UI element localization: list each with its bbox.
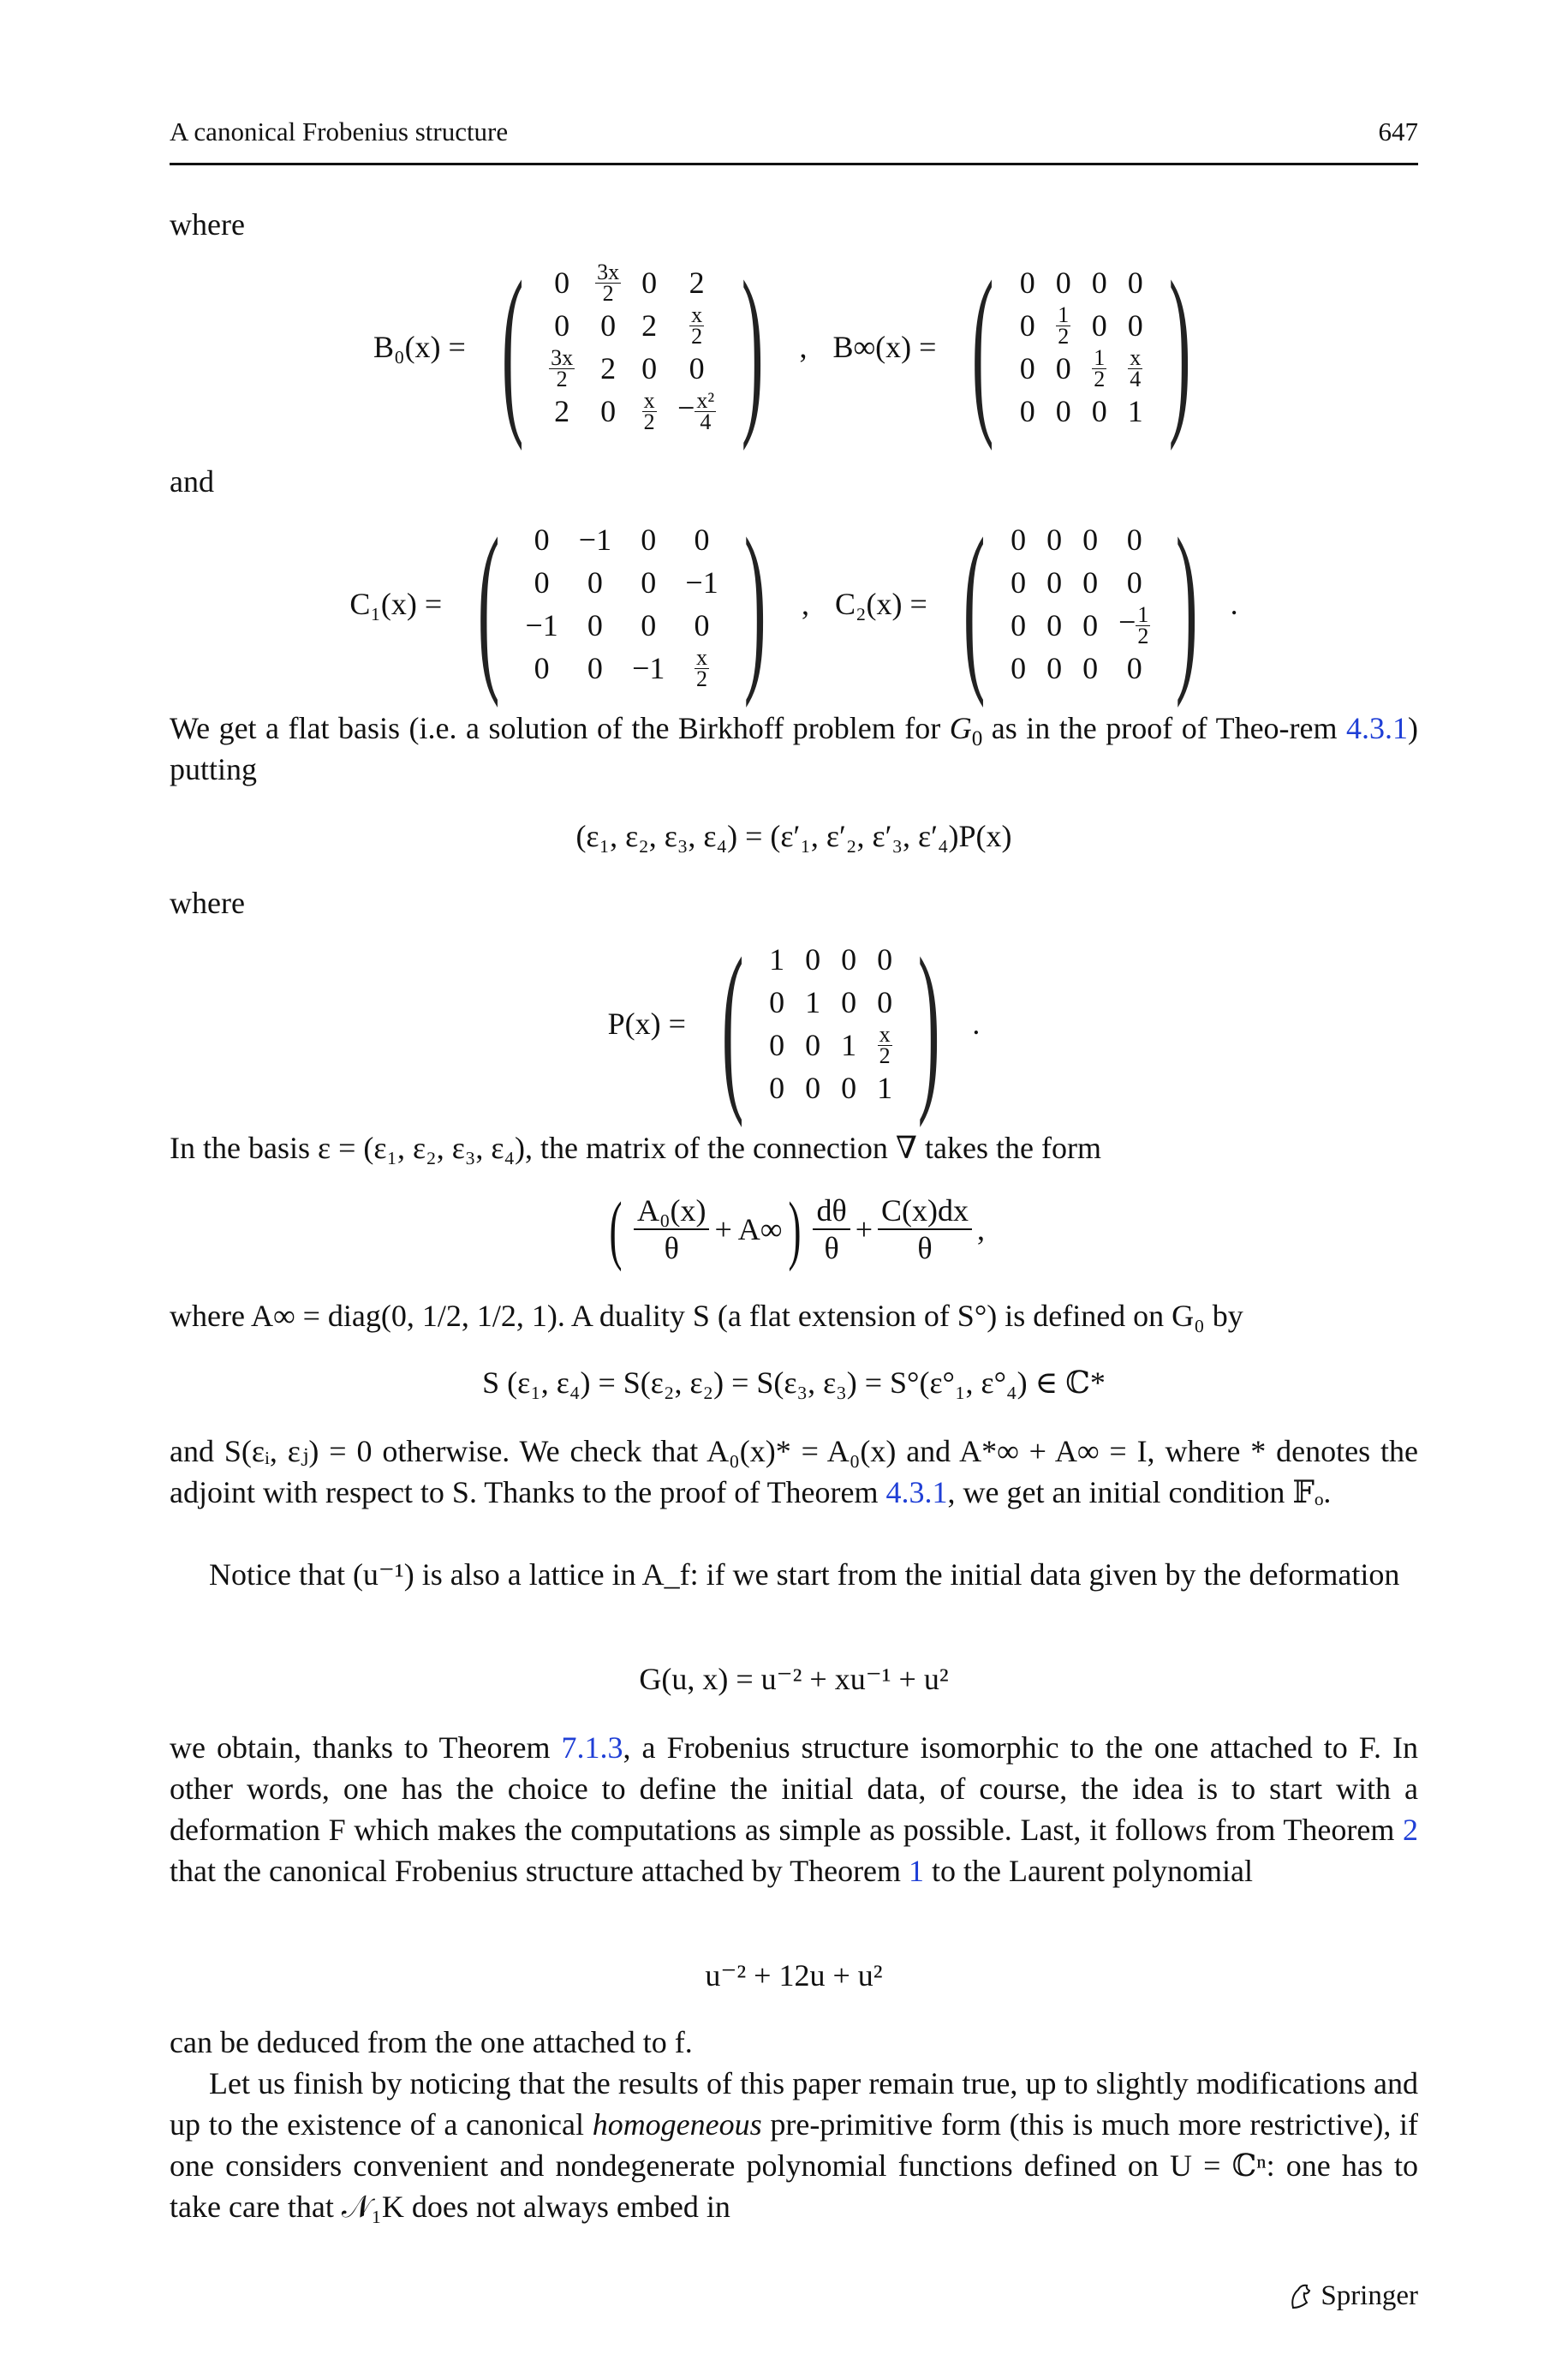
fraction-cx <box>878 1192 972 1266</box>
matrix-cell: $\frac{1}{2}$ <box>1058 302 1070 349</box>
theorem-link[interactable]: 7.1.3 <box>561 1730 623 1765</box>
right-paren: ) <box>788 1186 802 1272</box>
c1-label: C₁(x) = <box>349 587 443 621</box>
left-paren: ( <box>477 499 500 708</box>
matrix-cell: 0 <box>1126 565 1142 600</box>
text-span: , we get an initial condition 𝔽ₒ. <box>947 1475 1332 1509</box>
text-span: Let us finish by noticing that the results of this paper remain true, up to slightly modifications and up to the existence of a canonical <box>170 2066 1418 2142</box>
matrix-cell: 1 <box>841 1028 857 1062</box>
p-matrix <box>701 919 961 1128</box>
matrix-cell: 2 <box>641 308 658 343</box>
right-paren: ) <box>1168 242 1191 451</box>
theorem-link[interactable]: 1 <box>909 1854 925 1888</box>
paragraph-obtain <box>170 1727 1418 1891</box>
matrix-row <box>1010 261 1154 304</box>
text-span: and S(εᵢ, εⱼ) = 0 otherwise. We check that A₀(x)* = A₀(x) and A*∞ + A∞ = I, where * denotes the adjoint with respect to S. Thanks to the proof of Theorem <box>170 1434 1418 1509</box>
matrix-cell: 0 <box>841 1071 857 1105</box>
matrix-cell: 0 <box>641 523 657 557</box>
matrix-cell: 0 <box>769 1071 785 1105</box>
matrix-row <box>759 938 903 981</box>
matrix-row <box>539 304 726 347</box>
matrix-cell: 0 <box>1011 651 1027 685</box>
comma: , <box>977 1212 986 1246</box>
emphasis: homogeneous <box>592 2107 762 2142</box>
matrix-cell: 0 <box>1011 608 1027 642</box>
matrix-cell: 0 <box>554 308 570 343</box>
matrix-cell: 0 <box>1011 565 1027 600</box>
matrix-cell: −1 <box>525 608 558 642</box>
matrix-row <box>1010 347 1154 390</box>
matrix-cell: 1 <box>1127 394 1143 428</box>
period: . <box>1230 587 1238 621</box>
matrix-cell: 0 <box>1055 394 1071 428</box>
publisher-name: Springer <box>1321 2280 1418 2311</box>
paragraph-notice: Notice that (u⁻¹) is also a lattice in A_f: if we start from the initial data given by the deformation <box>209 1557 1400 1592</box>
p-table <box>759 938 903 1109</box>
paper-page <box>170 0 1418 2378</box>
text-span: ) putting <box>170 711 1418 786</box>
left-paren: ( <box>972 242 994 451</box>
matrix-cell: 0 <box>689 351 705 385</box>
matrix-cell: − $\frac{1}{2}$ <box>1118 601 1149 648</box>
matrix-row <box>539 347 726 390</box>
denominator: θ <box>664 1231 679 1265</box>
matrix-row <box>539 261 726 304</box>
right-paren: ) <box>743 499 766 708</box>
matrix-cell: $\frac{x}{2}$ <box>879 1021 891 1068</box>
matrix-row <box>1000 604 1160 647</box>
b0-label: B₀(x) = <box>373 330 466 364</box>
matrix-row-p <box>170 919 1418 1128</box>
right-paren: ) <box>917 919 940 1128</box>
matrix-cell: 0 <box>1055 266 1071 300</box>
matrix-cell: 0 <box>641 565 657 600</box>
matrix-cell: 0 <box>1091 308 1107 343</box>
and-label: and <box>170 464 214 499</box>
matrix-cell: 0 <box>534 565 550 600</box>
matrix-cell: 0 <box>1046 608 1063 642</box>
matrix-cell: 0 <box>641 608 657 642</box>
binf-table <box>1010 261 1154 433</box>
text-span: as in the proof of Theo-rem <box>982 711 1346 745</box>
matrix-row <box>515 604 728 647</box>
matrix-cell: 0 <box>769 1028 785 1062</box>
matrix-cell: 0 <box>1126 651 1142 685</box>
left-paren: ( <box>963 499 986 708</box>
matrix-cell: $\frac{x}{2}$ <box>691 302 703 349</box>
equation-epsilon: (ε₁, ε₂, ε₃, ε₄) = (ε′₁, ε′₂, ε′₃, ε′₄)P(x) <box>575 819 1012 853</box>
matrix-cell: −1 <box>578 523 612 557</box>
matrix-cell: 0 <box>587 608 603 642</box>
matrix-cell: 0 <box>554 266 570 300</box>
matrix-cell: $\frac{1}{2}$ <box>1094 344 1106 391</box>
matrix-row <box>1000 518 1160 561</box>
matrix-cell: 0 <box>841 942 857 977</box>
where-label-2: where <box>170 886 245 920</box>
c2-table <box>1000 518 1160 690</box>
binf-label: B∞(x) = <box>832 330 937 364</box>
matrix-cell: 0 <box>587 565 603 600</box>
matrix-cell: 0 <box>641 351 658 385</box>
matrix-cell: 0 <box>1019 266 1035 300</box>
matrix-cell: $\frac{x}{4}$ <box>1130 344 1142 391</box>
right-paren: ) <box>742 242 764 451</box>
theorem-link[interactable]: 4.3.1 <box>1346 711 1408 745</box>
matrix-cell: −1 <box>685 565 718 600</box>
matrix-cell: $\frac{x}{2}$ <box>643 387 655 434</box>
matrix-row <box>515 647 728 690</box>
matrix-row <box>1010 304 1154 347</box>
matrix-row <box>515 561 728 604</box>
matrix-row <box>759 981 903 1024</box>
matrix-row <box>515 518 728 561</box>
matrix-cell: 0 <box>1011 523 1027 557</box>
matrix-cell: 0 <box>1126 523 1142 557</box>
matrix-cell: 0 <box>1082 565 1099 600</box>
b0-matrix <box>481 242 784 451</box>
matrix-row <box>1000 561 1160 604</box>
left-paren: ( <box>721 919 744 1128</box>
text-span: , a Frobenius structure isomorphic to the one attached to F. In other words, one has the choice to define the initial data, of course, the idea is to start with a deformation F which makes the computations as simple as possible. Last, it follows from Theorem <box>170 1730 1418 1847</box>
paragraph-duality: where A∞ = diag(0, 1/2, 1/2, 1). A duality S (a flat extension of S°) is defined on G₀ by <box>170 1299 1243 1333</box>
matrix-cell: 2 <box>600 351 617 385</box>
theorem-link[interactable]: 4.3.1 <box>885 1475 948 1509</box>
c1-matrix <box>457 499 786 708</box>
left-paren: ( <box>609 1186 623 1272</box>
p-label: P(x) = <box>607 1007 686 1041</box>
header-rule <box>170 163 1418 165</box>
matrix-cell: 0 <box>1082 608 1099 642</box>
where-label-1: where <box>170 207 245 242</box>
matrix-cell: −1 <box>632 651 665 685</box>
matrix-row <box>759 1024 903 1067</box>
matrix-row <box>759 1067 903 1109</box>
matrix-cell: 0 <box>1091 394 1107 428</box>
matrix-cell: 0 <box>1046 565 1063 600</box>
numerator: dθ <box>813 1192 850 1230</box>
matrix-row-b <box>170 242 1418 451</box>
equation-duality: S (ε₁, ε₄) = S(ε₂, ε₂) = S(ε₃, ε₃) = S°(ε°₁, ε°₄) ∈ ℂ* <box>482 1365 1106 1400</box>
fraction-a0 <box>634 1192 710 1266</box>
equation-laurent: u⁻² + 12u + u² <box>705 1958 883 1993</box>
left-paren: ( <box>501 242 524 451</box>
matrix-cell: − $\frac{\text{x²}}{4}$ <box>677 387 715 434</box>
numerator: C(x)dx <box>878 1192 972 1230</box>
matrix-cell: 0 <box>694 523 710 557</box>
matrix-cell: 0 <box>841 985 857 1019</box>
numerator: A₀(x) <box>634 1192 710 1230</box>
denominator: θ <box>917 1231 933 1265</box>
matrix-cell: 0 <box>1046 523 1063 557</box>
matrix-cell: 0 <box>1127 266 1143 300</box>
text-span: that the canonical Frobenius structure attached by Theorem <box>170 1854 909 1888</box>
matrix-cell: $\frac{x}{2}$ <box>696 644 708 691</box>
matrix-cell: 0 <box>877 985 893 1019</box>
matrix-cell: 0 <box>600 394 617 428</box>
plus-ainf: + A∞ <box>714 1212 783 1246</box>
matrix-cell: 0 <box>694 608 710 642</box>
matrix-cell: 0 <box>534 651 550 685</box>
text-span: to the Laurent polynomial <box>924 1854 1253 1888</box>
right-paren: ) <box>1176 499 1198 708</box>
matrix-cell: 0 <box>600 308 617 343</box>
text-span: We get a flat basis (i.e. a solution of the Birkhoff problem for <box>170 711 950 745</box>
publisher-logo <box>1288 2280 1418 2312</box>
paragraph-adjoint <box>170 1431 1418 1513</box>
binf-matrix <box>951 242 1211 451</box>
period: . <box>972 1007 981 1041</box>
matrix-cell: 0 <box>534 523 550 557</box>
matrix-cell: 0 <box>805 1071 821 1105</box>
matrix-row-c <box>170 499 1418 708</box>
paragraph-deduced: can be deduced from the one attached to f. <box>170 2025 693 2059</box>
matrix-cell: $\frac{3x}{2}$ <box>551 344 574 391</box>
matrix-row <box>539 390 726 433</box>
comma: , <box>799 330 808 364</box>
page-number: 647 <box>1378 117 1418 146</box>
running-title: A canonical Frobenius structure <box>170 117 509 146</box>
comma: , <box>801 587 809 621</box>
matrix-cell: 0 <box>1127 308 1143 343</box>
matrix-cell: 0 <box>1055 351 1071 385</box>
matrix-cell: 0 <box>805 1028 821 1062</box>
matrix-cell: 2 <box>554 394 570 428</box>
text-span: pre-primitive form (this is much more restrictive), if one considers convenient and nondegenerate polynomial functions defined on U = ℂⁿ: one has to take care that 𝒩₁K does not always embed in <box>170 2107 1419 2224</box>
running-header <box>170 117 1418 154</box>
matrix-cell: 0 <box>641 266 658 300</box>
matrix-cell: 0 <box>1082 523 1099 557</box>
matrix-cell: 0 <box>1046 651 1063 685</box>
springer-horse-icon <box>1288 2282 1314 2311</box>
connection-form <box>170 1182 1418 1276</box>
matrix-cell: 1 <box>877 1071 893 1105</box>
matrix-cell: $\frac{3x}{2}$ <box>597 259 620 306</box>
matrix-cell: 0 <box>1019 351 1035 385</box>
paragraph-basis: In the basis ε = (ε₁, ε₂, ε₃, ε₄), the matrix of the connection ∇ takes the form <box>170 1131 1101 1165</box>
matrix-row <box>1000 647 1160 690</box>
matrix-cell: 2 <box>689 266 705 300</box>
plus-sign: + <box>855 1212 873 1246</box>
matrix-cell: 0 <box>1019 394 1035 428</box>
theorem-link[interactable]: 2 <box>1403 1813 1418 1847</box>
matrix-cell: 0 <box>769 985 785 1019</box>
fraction-dtheta <box>813 1192 850 1266</box>
c2-matrix <box>943 499 1219 708</box>
equation-g: G(u, x) = u⁻² + xu⁻¹ + u² <box>639 1662 949 1696</box>
matrix-cell: 0 <box>1082 651 1099 685</box>
c1-table <box>515 518 728 690</box>
matrix-cell: 0 <box>1019 308 1035 343</box>
matrix-cell: 0 <box>1091 266 1107 300</box>
paragraph-flat-basis: We get a flat basis (i.e. a solution of the Birkhoff problem for $G_0$ as in the proof of Theo-rem 4.3.1) putting <box>170 711 1418 786</box>
denominator: θ <box>824 1231 839 1265</box>
matrix-cell: 1 <box>805 985 821 1019</box>
c2-label: C₂(x) = <box>834 587 927 621</box>
matrix-cell: 0 <box>805 942 821 977</box>
paragraph-finish <box>170 2063 1418 2227</box>
b0-table <box>539 261 726 433</box>
matrix-cell: 1 <box>769 942 785 977</box>
matrix-cell: 0 <box>587 651 603 685</box>
matrix-row <box>1010 390 1154 433</box>
text-span: we obtain, thanks to Theorem <box>170 1730 562 1765</box>
matrix-cell: 0 <box>877 942 893 977</box>
